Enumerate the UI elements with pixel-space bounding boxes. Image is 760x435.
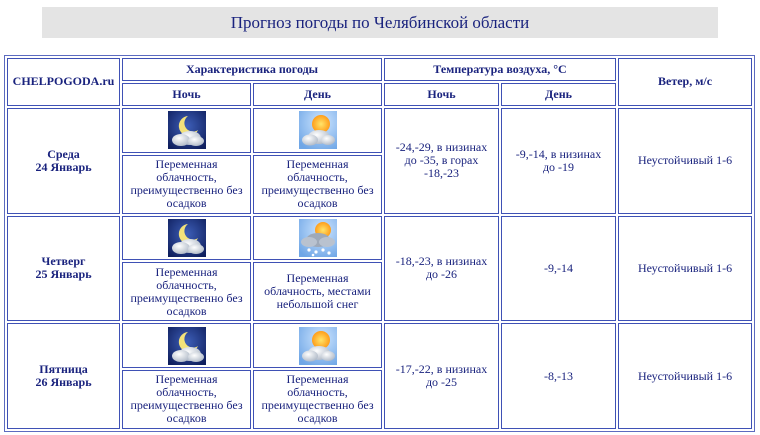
day-temperature — [501, 323, 616, 429]
header-wind: Ветер, м/с — [618, 58, 752, 106]
site-name: CHELPOGODA.ru — [7, 58, 120, 106]
text-line: -18,-23, в низинах — [395, 254, 488, 269]
text-line: осадков — [297, 196, 338, 210]
date: 24 Январь — [35, 159, 92, 174]
night-icon-cell — [122, 108, 251, 153]
sun-clouds-snow-icon — [299, 230, 337, 244]
day-description — [253, 155, 382, 214]
header-weather: Характеристика погоды — [122, 58, 382, 81]
text-line: осадков — [297, 411, 338, 426]
wind: Неустойчивый 1-6 — [618, 323, 752, 429]
text-line: Переменная — [155, 157, 218, 171]
night-icon-cell — [122, 323, 251, 368]
text-line: -24,-29, в низинах — [395, 140, 488, 155]
night-description — [122, 155, 251, 214]
text-line: осадков — [166, 196, 207, 210]
day-description — [253, 370, 382, 429]
text-line: Переменная — [286, 157, 349, 171]
day-icon-cell — [253, 323, 382, 368]
text-line: облачность, — [156, 277, 217, 292]
text-line: до -25 — [425, 375, 458, 390]
weekday: Пятница — [39, 362, 88, 377]
night-temperature — [384, 323, 499, 429]
day-temperature — [501, 216, 616, 322]
text-line: преимущественно без — [130, 398, 243, 413]
sun-clouds-icon — [299, 122, 337, 136]
text-line: -8,-13 — [544, 368, 573, 383]
night-temperature — [384, 108, 499, 214]
text-line: облачность, — [287, 385, 348, 400]
text-line: -9,-14, в низинах — [515, 146, 602, 161]
sun-clouds-icon — [299, 337, 337, 351]
day-description — [253, 262, 382, 321]
night-description — [122, 370, 251, 429]
text-line: преимущественно без — [130, 183, 243, 197]
day-temperature — [501, 108, 616, 214]
night-icon-cell — [122, 216, 251, 261]
text-line: облачность, — [156, 170, 217, 184]
text-line: Переменная — [155, 372, 218, 387]
wind: Неустойчивый 1-6 — [618, 108, 752, 214]
day-icon-cell — [253, 216, 382, 261]
text-line: осадков — [166, 303, 207, 318]
night-temperature — [384, 216, 499, 322]
weekday: Среда — [47, 146, 80, 161]
text-line: облачность, — [156, 385, 217, 400]
wind: Неустойчивый 1-6 — [618, 216, 752, 322]
text-line: небольшой снег — [276, 297, 359, 312]
page-title: Прогноз погоды по Челябинской области — [42, 7, 718, 38]
day-label — [7, 323, 120, 429]
text-line: -17,-22, в низинах — [395, 362, 488, 377]
text-line: осадков — [166, 411, 207, 426]
text-line: облачность, местами — [264, 284, 371, 299]
night-description — [122, 262, 251, 321]
day-label — [7, 216, 120, 322]
date: 25 Январь — [35, 267, 92, 282]
text-line: Переменная — [286, 372, 349, 387]
text-line: до -35, в горах — [404, 153, 479, 168]
text-line: преимущественно без — [261, 398, 374, 413]
header-weather-day: День — [253, 83, 382, 105]
header-temperature: Температура воздуха, °С — [384, 58, 616, 81]
text-line: Переменная — [155, 264, 218, 279]
moon-clouds-icon — [168, 122, 206, 136]
text-line: до -19 — [542, 159, 575, 174]
header-temp-night: Ночь — [384, 83, 499, 105]
header-temp-day: День — [501, 83, 616, 105]
moon-clouds-icon — [168, 337, 206, 351]
text-line: -18,-23 — [424, 166, 459, 181]
forecast-table — [4, 55, 755, 432]
text-line: Переменная — [286, 271, 349, 286]
moon-clouds-icon — [168, 230, 206, 244]
text-line: преимущественно без — [130, 290, 243, 305]
header-weather-night: Ночь — [122, 83, 251, 105]
day-icon-cell — [253, 108, 382, 153]
day-label — [7, 108, 120, 214]
text-line: до -26 — [425, 267, 458, 282]
date: 26 Январь — [35, 375, 92, 390]
text-line: -9,-14 — [544, 260, 573, 275]
text-line: преимущественно без — [261, 183, 374, 197]
text-line: облачность, — [287, 170, 348, 184]
weekday: Четверг — [41, 254, 86, 269]
